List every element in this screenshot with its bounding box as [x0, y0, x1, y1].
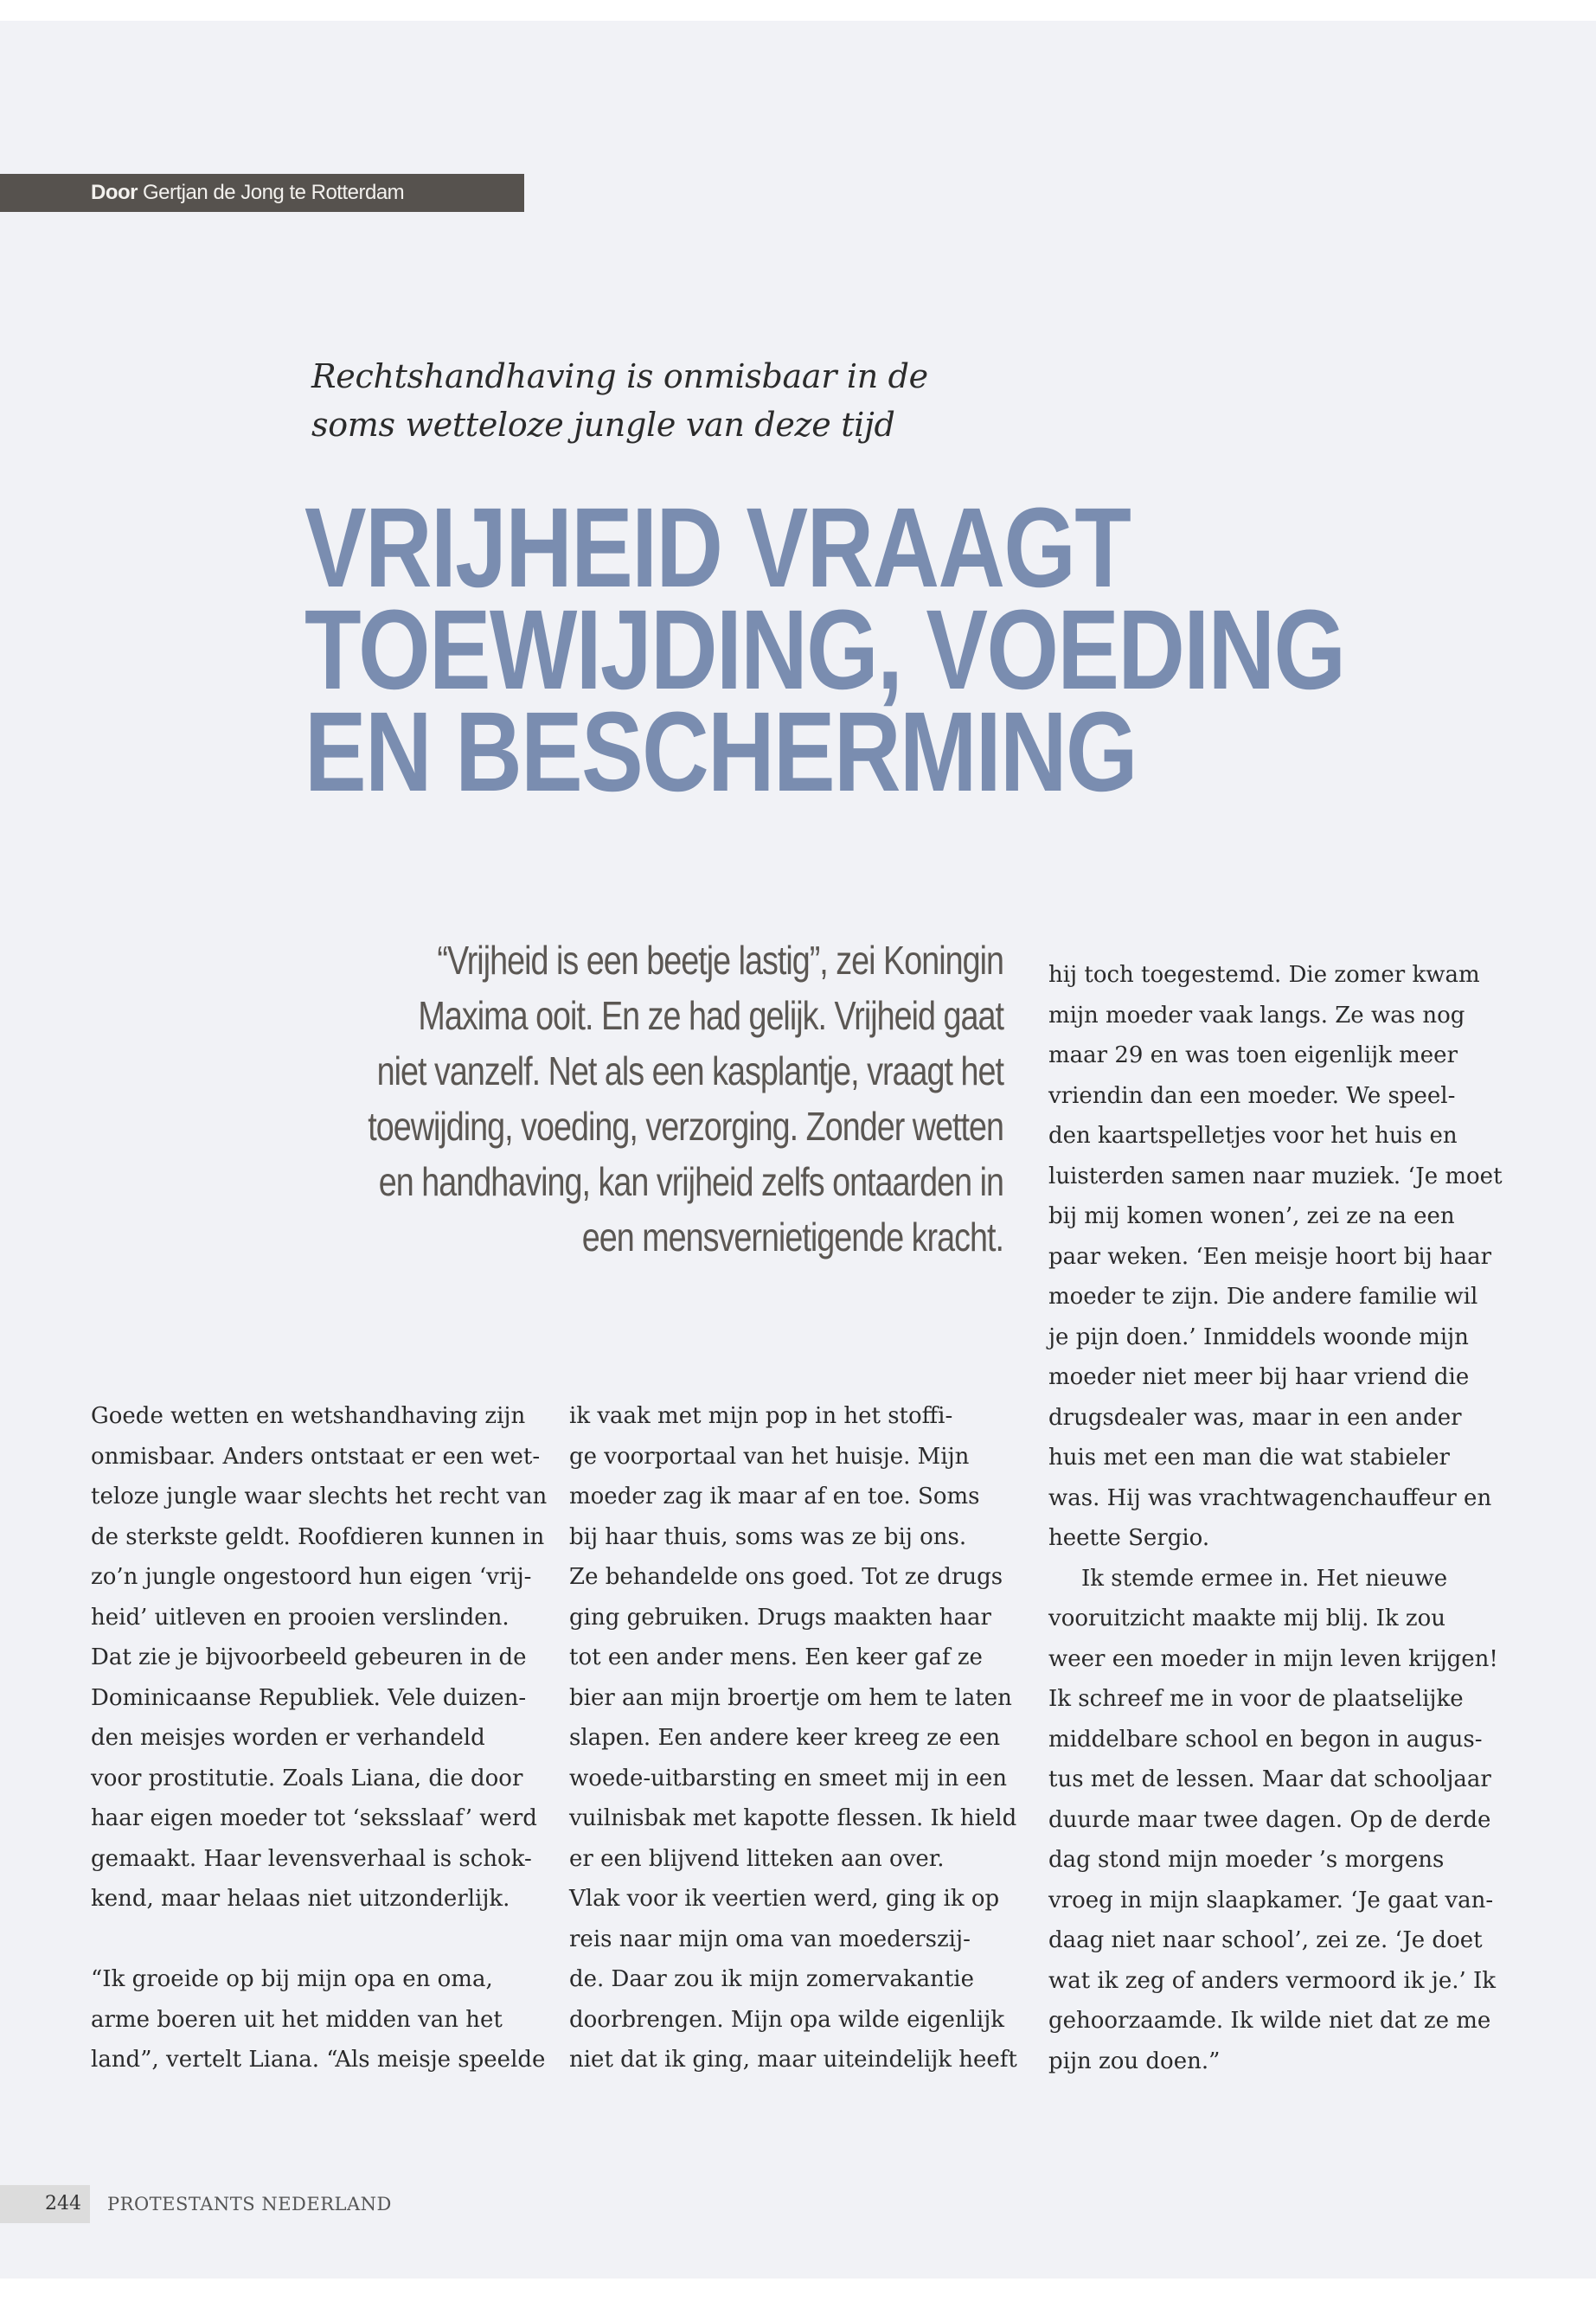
body-line: teloze jungle waar slechts het recht van: [91, 1484, 548, 1509]
magazine-page: [0, 21, 1596, 2279]
lead-line: toewijding, voeding, verzorging. Zonder wetten: [368, 1104, 1003, 1149]
body-line: je pijn doen.’ Inmiddels woonde mijn: [1048, 1324, 1469, 1350]
article-headline: [304, 484, 1345, 815]
body-line: luisterden samen naar muziek. ‘Je moet: [1048, 1163, 1503, 1189]
body-line: duurde maar twee dagen. Op de derde: [1048, 1806, 1491, 1833]
body-line: daag niet naar school’, zei ze. ‘Je doet: [1048, 1927, 1483, 1953]
body-line: de. Daar zou ik mijn zomervakantie: [569, 1966, 974, 1992]
body-line: gehoorzaamde. Ik wilde niet dat ze me: [1048, 2008, 1491, 2034]
body-line: gemaakt. Haar levensverhaal is schok-: [91, 1845, 532, 1872]
body-line: zo’n jungle ongestoord hun eigen ‘vrij-: [91, 1564, 532, 1590]
lead-paragraph-wrap: [260, 933, 1003, 1296]
body-line: heid’ uitleven en prooien verslinden.: [91, 1604, 510, 1631]
body-line: niet dat ik ging, maar uiteindelijk heeft: [569, 2047, 1017, 2073]
body-line: vroeg in mijn slaapkamer. ‘Je gaat van-: [1048, 1887, 1494, 1913]
body-line: moeder te zijn. Die andere familie wil: [1048, 1284, 1478, 1310]
body-line: drugsdealer was, maar in een ander: [1048, 1404, 1462, 1431]
body-line: maar 29 en was toen eigenlijk meer: [1048, 1042, 1458, 1068]
body-line: bij mij komen wonen’, zei ze na een: [1048, 1203, 1455, 1229]
body-line: ging gebruiken. Drugs maakten haar: [569, 1604, 991, 1631]
body-line: er een blijvend litteken aan over.: [569, 1845, 945, 1872]
paragraph-gap: [91, 1920, 541, 1960]
body-line: huis met een man die wat stabieler: [1048, 1445, 1450, 1471]
body-line: kend, maar helaas niet uitzonderlijk.: [91, 1886, 510, 1912]
body-line: bij haar thuis, soms was ze bij ons.: [569, 1523, 967, 1550]
body-line: doorbrengen. Mijn opa wilde eigenlijk: [569, 2006, 1005, 2033]
body-column-2: [569, 1396, 1019, 2080]
body-line: vriendin dan een moeder. We speel-: [1048, 1082, 1456, 1109]
body-line: ik vaak met mijn pop in het stoffi-: [569, 1403, 953, 1429]
body-line: haar eigen moeder tot ‘seksslaaf’ werd: [91, 1805, 537, 1831]
body-line: vooruitzicht maakte mij blij. Ik zou: [1048, 1606, 1446, 1631]
body-line: onmisbaar. Anders ontstaat er een wet-: [91, 1443, 541, 1470]
lead-line: niet vanzelf. Net als een kasplantje, vraagt het: [376, 1048, 1003, 1093]
lead-paragraph: [259, 933, 1003, 1265]
body-line: Ze behandelde ons goed. Tot ze drugs: [569, 1564, 1003, 1590]
subtitle-line: soms wetteloze jungle van deze tijd: [311, 406, 895, 444]
body-line: ge voorportaal van het huisje. Mijn: [569, 1443, 970, 1470]
body-line: Dominicaanse Republiek. Vele duizen-: [91, 1684, 527, 1711]
body-line: Dat zie je bijvoorbeeld gebeuren in de: [91, 1644, 527, 1670]
body-line: voor prostitutie. Zoals Liana, die door: [91, 1765, 523, 1791]
body-line: Vlak voor ik veertien werd, ging ik op: [569, 1886, 1000, 1912]
body-line: moeder niet meer bij haar vriend die: [1048, 1364, 1470, 1390]
body-line: Ik stemde ermee in. Het nieuwe: [1081, 1565, 1448, 1592]
body-line: den meisjes worden er verhandeld: [91, 1725, 485, 1751]
body-line: wat ik zeg of anders vermoord ik je.’ Ik: [1048, 1967, 1497, 1994]
body-line: hij toch toegestemd. Die zomer kwam: [1048, 962, 1480, 988]
body-line: was. Hij was vrachtwagenchauffeur en: [1048, 1484, 1492, 1511]
lead-line: Maxima ooit. En ze had gelijk. Vrijheid gaat: [418, 993, 1003, 1038]
headline-line: TOEWIJDING, VOEDING: [304, 586, 1345, 713]
subtitle-line: Rechtshandhaving is onmisbaar in de: [311, 357, 928, 395]
author-prefix: Door: [91, 181, 138, 204]
body-line: mijn moeder vaak langs. Ze was nog: [1048, 1002, 1465, 1029]
lead-line: “Vrijheid is een beetje lastig”, zei Koningin: [437, 938, 1003, 983]
lead-line: en handhaving, kan vrijheid zelfs ontaarden in: [378, 1159, 1003, 1204]
body-line: tot een ander mens. Een keer gaf ze: [569, 1644, 983, 1670]
body-line: den kaartspelletjes voor het huis en: [1048, 1123, 1458, 1149]
body-line: land”, vertelt Liana. “Als meisje speelde: [91, 2047, 546, 2073]
publication-name: PROTESTANTS NEDERLAND: [107, 2194, 392, 2214]
body-column-3: [1048, 955, 1503, 2081]
author-name: Gertjan de Jong te Rotterdam: [143, 181, 405, 204]
body-line: arme boeren uit het midden van het: [91, 2006, 503, 2033]
body-line: middelbare school en begon in augus-: [1048, 1726, 1483, 1753]
body-line: Ik schreef me in voor de plaatselijke: [1048, 1686, 1464, 1712]
body-line: “Ik groeide op bij mijn opa en oma,: [91, 1966, 493, 1992]
body-line: Goede wetten en wetshandhaving zijn: [91, 1403, 526, 1429]
body-line: slapen. Een andere keer kreeg ze een: [569, 1725, 1001, 1751]
body-line: weer een moeder in mijn leven krijgen!: [1048, 1645, 1498, 1672]
body-line: dag stond mijn moeder ’s morgens: [1048, 1847, 1445, 1873]
lead-line: een mensvernietigende kracht.: [581, 1215, 1003, 1259]
headline-line: EN BESCHERMING: [304, 688, 1137, 815]
article-subtitle: [311, 352, 1090, 449]
body-line: heette Sergio.: [1048, 1525, 1210, 1551]
headline-line: VRIJHEID VRAAGT: [304, 484, 1131, 611]
body-line: woede-uitbarsting en smeet mij in een: [569, 1765, 1007, 1791]
body-line: reis naar mijn oma van moederszij-: [569, 1926, 971, 1952]
body-line: moeder zag ik maar af en toe. Soms: [569, 1484, 980, 1509]
author-byline: [0, 174, 524, 212]
body-column-1: [91, 1396, 548, 2080]
page-number: 244: [0, 2185, 90, 2223]
body-line: de sterkste geldt. Roofdieren kunnen in: [91, 1523, 545, 1550]
body-line: paar weken. ‘Een meisje hoort bij haar: [1048, 1243, 1492, 1270]
body-line: bier aan mijn broertje om hem te laten: [569, 1684, 1012, 1711]
body-line: vuilnisbak met kapotte flessen. Ik hield: [569, 1805, 1017, 1831]
body-line: tus met de lessen. Maar dat schooljaar: [1048, 1766, 1491, 1792]
body-line: pijn zou doen.”: [1048, 2048, 1221, 2074]
